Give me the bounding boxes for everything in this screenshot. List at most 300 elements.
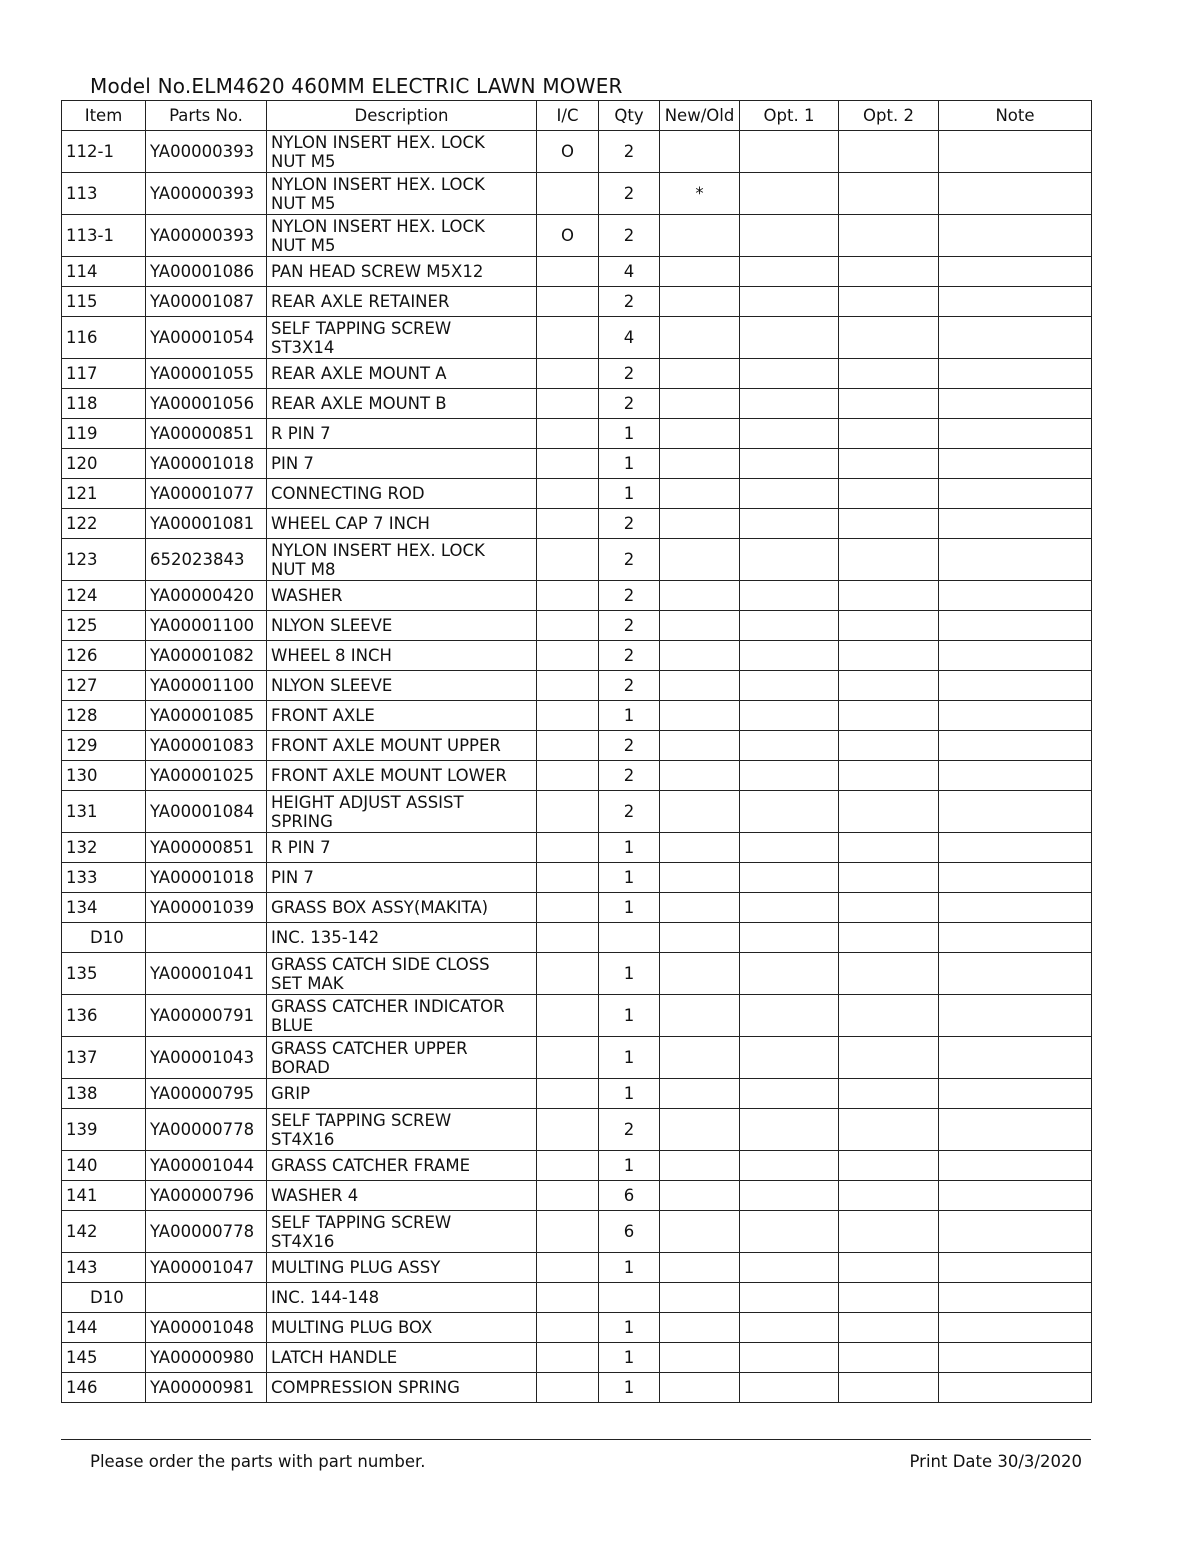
cell-note [939,1313,1092,1343]
cell-item: 133 [62,863,146,893]
cell-ic [537,731,599,761]
table-row [62,479,1092,509]
cell-description: MULTING PLUG BOX [267,1313,537,1343]
cell-parts-no: YA00000393 [146,215,267,257]
cell-ic [537,317,599,359]
cell-opt2 [839,761,939,791]
cell-ic [537,1079,599,1109]
cell-qty: 2 [599,1109,660,1151]
cell-item: 127 [62,671,146,701]
cell-ic [537,449,599,479]
cell-opt1 [740,173,839,215]
cell-opt2 [839,863,939,893]
table-row [62,317,1092,359]
cell-ic [537,671,599,701]
cell-opt1 [740,215,839,257]
cell-opt2 [839,1211,939,1253]
cell-note [939,1151,1092,1181]
cell-opt2 [839,215,939,257]
cell-description: NYLON INSERT HEX. LOCK NUT M8 [267,539,537,581]
cell-ic [537,581,599,611]
cell-parts-no: YA00001018 [146,863,267,893]
cell-note [939,923,1092,953]
cell-item: 125 [62,611,146,641]
cell-qty: 1 [599,893,660,923]
cell-new-old [660,215,740,257]
cell-parts-no: YA00001055 [146,359,267,389]
cell-opt1 [740,287,839,317]
cell-opt2 [839,389,939,419]
cell-new-old [660,1373,740,1403]
cell-ic [537,1373,599,1403]
cell-note [939,317,1092,359]
cell-item: 136 [62,995,146,1037]
cell-note [939,581,1092,611]
cell-qty: 2 [599,791,660,833]
cell-qty: 2 [599,389,660,419]
cell-parts-no: YA00001044 [146,1151,267,1181]
cell-opt1 [740,995,839,1037]
cell-description: GRIP [267,1079,537,1109]
page-title: Model No.ELM4620 460MM ELECTRIC LAWN MOWER [90,74,623,98]
cell-qty: 2 [599,641,660,671]
cell-opt1 [740,701,839,731]
cell-item: 135 [62,953,146,995]
table-row [62,893,1092,923]
cell-item: 128 [62,701,146,731]
cell-qty [599,1283,660,1313]
cell-new-old: * [660,173,740,215]
cell-parts-no: YA00000981 [146,1373,267,1403]
cell-qty: 2 [599,509,660,539]
cell-item: 126 [62,641,146,671]
cell-item: 124 [62,581,146,611]
cell-qty: 2 [599,539,660,581]
table-row [62,1151,1092,1181]
cell-note [939,419,1092,449]
cell-new-old [660,953,740,995]
cell-qty: 1 [599,479,660,509]
cell-item: 145 [62,1343,146,1373]
cell-parts-no: YA00001056 [146,389,267,419]
cell-note [939,1283,1092,1313]
cell-new-old [660,1109,740,1151]
cell-opt1 [740,509,839,539]
cell-ic [537,1151,599,1181]
cell-opt1 [740,1181,839,1211]
cell-qty: 4 [599,317,660,359]
cell-parts-no: YA00001083 [146,731,267,761]
cell-note [939,389,1092,419]
cell-note [939,131,1092,173]
cell-note [939,671,1092,701]
table-row [62,1343,1092,1373]
table-row [62,671,1092,701]
cell-opt2 [839,923,939,953]
cell-parts-no: YA00000393 [146,131,267,173]
cell-opt1 [740,359,839,389]
cell-note [939,701,1092,731]
cell-description: CONNECTING ROD [267,479,537,509]
cell-note [939,953,1092,995]
cell-description: HEIGHT ADJUST ASSIST SPRING [267,791,537,833]
cell-new-old [660,581,740,611]
cell-opt2 [839,173,939,215]
cell-parts-no: YA00000393 [146,173,267,215]
cell-note [939,539,1092,581]
cell-opt1 [740,539,839,581]
cell-ic [537,863,599,893]
cell-opt2 [839,1343,939,1373]
column-header-description: Description [267,101,537,131]
cell-opt2 [839,257,939,287]
cell-qty: 2 [599,761,660,791]
cell-opt1 [740,581,839,611]
cell-ic [537,995,599,1037]
cell-new-old [660,833,740,863]
table-row [62,539,1092,581]
column-header-opt2: Opt. 2 [839,101,939,131]
cell-description: R PIN 7 [267,419,537,449]
cell-parts-no: YA00001077 [146,479,267,509]
cell-parts-no: YA00001025 [146,761,267,791]
cell-qty: 1 [599,995,660,1037]
cell-parts-no: 652023843 [146,539,267,581]
cell-opt2 [839,1253,939,1283]
cell-description: FRONT AXLE [267,701,537,731]
table-row [62,791,1092,833]
cell-ic [537,923,599,953]
cell-new-old [660,539,740,581]
cell-opt1 [740,257,839,287]
cell-parts-no: YA00000980 [146,1343,267,1373]
cell-opt2 [839,581,939,611]
cell-ic: O [537,215,599,257]
cell-parts-no: YA00000420 [146,581,267,611]
cell-new-old [660,317,740,359]
cell-ic [537,701,599,731]
table-row [62,833,1092,863]
cell-qty: 6 [599,1181,660,1211]
cell-item: 129 [62,731,146,761]
cell-item: D10 [62,923,146,953]
table-row [62,761,1092,791]
cell-note [939,1211,1092,1253]
cell-description: NLYON SLEEVE [267,611,537,641]
cell-description: NYLON INSERT HEX. LOCK NUT M5 [267,215,537,257]
cell-new-old [660,359,740,389]
cell-item: 115 [62,287,146,317]
cell-description: GRASS BOX ASSY(MAKITA) [267,893,537,923]
cell-description: COMPRESSION SPRING [267,1373,537,1403]
cell-note [939,287,1092,317]
cell-ic [537,509,599,539]
cell-qty: 6 [599,1211,660,1253]
cell-description: GRASS CATCHER UPPER BORAD [267,1037,537,1079]
cell-ic [537,1109,599,1151]
cell-parts-no: YA00000791 [146,995,267,1037]
cell-item: 143 [62,1253,146,1283]
cell-opt1 [740,791,839,833]
column-header-parts-no: Parts No. [146,101,267,131]
cell-new-old [660,1181,740,1211]
cell-parts-no: YA00001086 [146,257,267,287]
cell-new-old [660,257,740,287]
cell-ic [537,539,599,581]
table-row [62,509,1092,539]
cell-note [939,509,1092,539]
cell-opt2 [839,287,939,317]
cell-opt1 [740,1253,839,1283]
cell-new-old [660,479,740,509]
table-row [62,173,1092,215]
cell-opt2 [839,1109,939,1151]
cell-qty: 1 [599,1079,660,1109]
parts-table-body [62,131,1092,1403]
cell-new-old [660,761,740,791]
cell-opt2 [839,509,939,539]
cell-opt1 [740,953,839,995]
cell-new-old [660,1313,740,1343]
cell-ic [537,1253,599,1283]
cell-ic [537,389,599,419]
cell-note [939,1373,1092,1403]
cell-opt1 [740,611,839,641]
cell-opt2 [839,641,939,671]
cell-description: NLYON SLEEVE [267,671,537,701]
cell-opt2 [839,449,939,479]
cell-opt1 [740,761,839,791]
cell-item: 140 [62,1151,146,1181]
cell-item: 119 [62,419,146,449]
table-row [62,641,1092,671]
cell-description: WASHER 4 [267,1181,537,1211]
table-row [62,215,1092,257]
cell-parts-no: YA00000851 [146,419,267,449]
cell-opt2 [839,359,939,389]
cell-opt1 [740,131,839,173]
cell-qty: 1 [599,1037,660,1079]
cell-ic [537,419,599,449]
cell-opt2 [839,539,939,581]
table-row [62,1283,1092,1313]
cell-parts-no: YA00001100 [146,611,267,641]
cell-new-old [660,641,740,671]
table-row [62,953,1092,995]
column-header-ic: I/C [537,101,599,131]
table-row [62,1109,1092,1151]
cell-opt1 [740,893,839,923]
cell-item: 120 [62,449,146,479]
cell-description: PIN 7 [267,863,537,893]
cell-description: MULTING PLUG ASSY [267,1253,537,1283]
cell-item: 123 [62,539,146,581]
cell-opt1 [740,419,839,449]
cell-description: GRASS CATCHER INDICATOR BLUE [267,995,537,1037]
cell-item: 121 [62,479,146,509]
cell-opt1 [740,389,839,419]
cell-note [939,1037,1092,1079]
cell-qty: 2 [599,581,660,611]
cell-new-old [660,287,740,317]
column-header-note: Note [939,101,1092,131]
table-header-row [62,101,1092,131]
cell-new-old [660,1283,740,1313]
cell-new-old [660,1343,740,1373]
cell-qty: 4 [599,257,660,287]
cell-opt1 [740,671,839,701]
cell-opt1 [740,1079,839,1109]
cell-description: REAR AXLE RETAINER [267,287,537,317]
cell-parts-no: YA00000778 [146,1109,267,1151]
cell-opt2 [839,611,939,641]
table-row [62,287,1092,317]
cell-new-old [660,419,740,449]
cell-opt2 [839,833,939,863]
cell-parts-no: YA00001054 [146,317,267,359]
cell-new-old [660,995,740,1037]
cell-ic [537,1211,599,1253]
cell-description: PIN 7 [267,449,537,479]
cell-ic [537,1283,599,1313]
cell-note [939,1343,1092,1373]
cell-item: 118 [62,389,146,419]
cell-parts-no: YA00001018 [146,449,267,479]
cell-opt1 [740,1313,839,1343]
cell-parts-no: YA00001082 [146,641,267,671]
cell-ic [537,611,599,641]
cell-opt1 [740,449,839,479]
cell-ic [537,641,599,671]
cell-note [939,761,1092,791]
column-header-item: Item [62,101,146,131]
cell-qty: 1 [599,1313,660,1343]
cell-item: 122 [62,509,146,539]
cell-new-old [660,671,740,701]
cell-qty: 1 [599,701,660,731]
cell-new-old [660,449,740,479]
bottom-divider [61,1439,1091,1440]
cell-description: FRONT AXLE MOUNT LOWER [267,761,537,791]
cell-item: 113 [62,173,146,215]
cell-description: GRASS CATCH SIDE CLOSS SET MAK [267,953,537,995]
table-row [62,131,1092,173]
cell-opt2 [839,731,939,761]
cell-description: PAN HEAD SCREW M5X12 [267,257,537,287]
cell-description: FRONT AXLE MOUNT UPPER [267,731,537,761]
cell-qty: 1 [599,863,660,893]
cell-opt1 [740,863,839,893]
cell-opt2 [839,131,939,173]
cell-opt2 [839,317,939,359]
cell-note [939,731,1092,761]
cell-description: WHEEL CAP 7 INCH [267,509,537,539]
cell-qty: 2 [599,359,660,389]
cell-opt2 [839,1037,939,1079]
column-header-opt1: Opt. 1 [740,101,839,131]
cell-opt2 [839,1151,939,1181]
cell-item: 144 [62,1313,146,1343]
cell-opt1 [740,479,839,509]
cell-qty: 2 [599,287,660,317]
cell-note [939,449,1092,479]
cell-opt1 [740,1151,839,1181]
cell-opt2 [839,995,939,1037]
cell-opt1 [740,833,839,863]
cell-new-old [660,1253,740,1283]
cell-parts-no: YA00001041 [146,953,267,995]
table-row [62,257,1092,287]
table-row [62,863,1092,893]
cell-item: 130 [62,761,146,791]
cell-opt2 [839,893,939,923]
table-row [62,389,1092,419]
cell-new-old [660,731,740,761]
cell-qty: 2 [599,173,660,215]
cell-description: REAR AXLE MOUNT A [267,359,537,389]
cell-opt1 [740,1283,839,1313]
table-row [62,611,1092,641]
cell-description: GRASS CATCHER FRAME [267,1151,537,1181]
cell-opt1 [740,641,839,671]
cell-new-old [660,611,740,641]
cell-parts-no: YA00001048 [146,1313,267,1343]
cell-note [939,173,1092,215]
table-row [62,731,1092,761]
cell-note [939,1109,1092,1151]
cell-description: NYLON INSERT HEX. LOCK NUT M5 [267,173,537,215]
cell-opt2 [839,1283,939,1313]
cell-ic [537,791,599,833]
cell-qty: 2 [599,131,660,173]
cell-parts-no: YA00001047 [146,1253,267,1283]
cell-note [939,257,1092,287]
cell-parts-no [146,1283,267,1313]
cell-description: SELF TAPPING SCREW ST3X14 [267,317,537,359]
table-row [62,449,1092,479]
cell-description: SELF TAPPING SCREW ST4X16 [267,1211,537,1253]
cell-qty [599,923,660,953]
cell-opt2 [839,479,939,509]
cell-note [939,359,1092,389]
table-row [62,923,1092,953]
cell-ic [537,833,599,863]
cell-note [939,863,1092,893]
cell-qty: 1 [599,1151,660,1181]
cell-description: INC. 144-148 [267,1283,537,1313]
cell-parts-no: YA00001084 [146,791,267,833]
cell-item: 113-1 [62,215,146,257]
cell-parts-no: YA00001039 [146,893,267,923]
cell-ic [537,1343,599,1373]
cell-note [939,641,1092,671]
table-row [62,359,1092,389]
cell-qty: 2 [599,611,660,641]
table-row [62,1373,1092,1403]
cell-item: 146 [62,1373,146,1403]
cell-opt1 [740,1211,839,1253]
cell-ic [537,479,599,509]
cell-note [939,995,1092,1037]
cell-item: 137 [62,1037,146,1079]
cell-ic [537,761,599,791]
cell-description: WHEEL 8 INCH [267,641,537,671]
cell-note [939,479,1092,509]
cell-opt2 [839,953,939,995]
cell-item: 134 [62,893,146,923]
table-row [62,419,1092,449]
cell-ic [537,1181,599,1211]
